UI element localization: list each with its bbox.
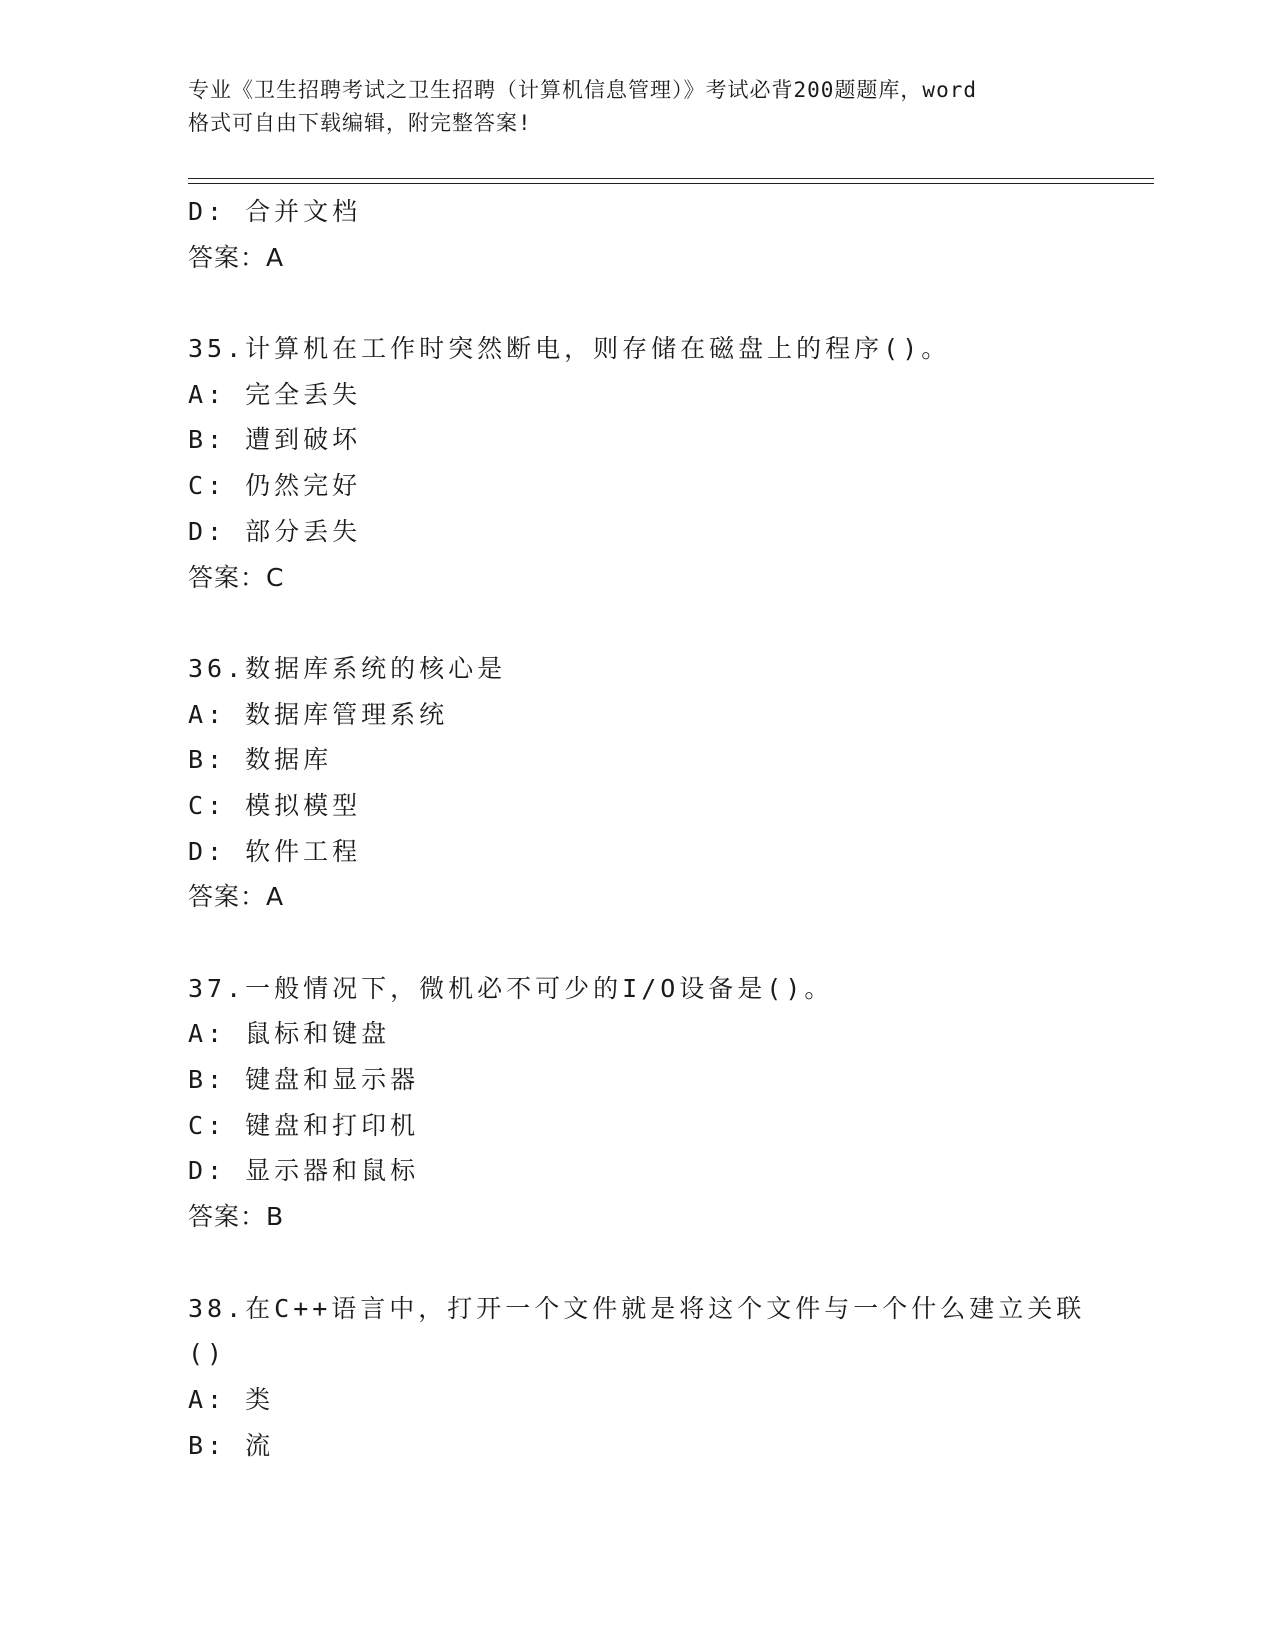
option-c: C: 键盘和打印机: [188, 1110, 420, 1140]
question-36: [188, 646, 1148, 920]
option-d: D: 合并文档: [188, 197, 362, 226]
question-text-line-1: 38.在C++语言中，打开一个文件就是将这个文件与一个什么建立关联: [188, 1293, 1086, 1323]
answer: 答案：A: [188, 882, 285, 912]
question-text-line-2: (): [188, 1339, 227, 1369]
previous-question-tail: [188, 189, 1148, 280]
option-a: A: 类: [188, 1384, 275, 1414]
option-c: C: 仍然完好: [188, 471, 362, 501]
answer: 答案：B: [188, 1202, 285, 1232]
option-b: B: 数据库: [188, 745, 333, 775]
option-b: B: 键盘和显示器: [188, 1065, 420, 1095]
question-37: [188, 966, 1148, 1240]
option-a: A: 数据库管理系统: [188, 699, 449, 729]
option-b: B: 遭到破坏: [188, 425, 362, 455]
header-rule-bottom: [188, 183, 1154, 184]
option-d: D: 部分丢失: [188, 516, 362, 546]
option-a: A: 鼠标和键盘: [188, 1019, 391, 1049]
question-text: 36.数据库系统的核心是: [188, 653, 507, 683]
header-line-2: 格式可自由下载编辑，附完整答案!: [188, 111, 532, 135]
header-rule-top: [188, 178, 1154, 179]
question-text: 35.计算机在工作时突然断电，则存储在磁盘上的程序()。: [188, 334, 951, 364]
option-c: C: 模拟模型: [188, 790, 362, 820]
question-35: [188, 326, 1148, 600]
question-list: [188, 189, 1148, 1468]
option-d: D: 软件工程: [188, 836, 362, 866]
header-line-1: 专业《卫生招聘考试之卫生招聘（计算机信息管理）》考试必背200题题库，word: [188, 78, 977, 102]
answer: 答案：A: [188, 242, 285, 272]
question-text: 37.一般情况下，微机必不可少的I/O设备是()。: [188, 973, 834, 1003]
answer: 答案：C: [188, 562, 285, 592]
document-header: [188, 74, 1088, 140]
option-b: B: 流: [188, 1430, 275, 1460]
option-a: A: 完全丢失: [188, 379, 362, 409]
option-d: D: 显示器和鼠标: [188, 1156, 420, 1186]
question-38: [188, 1286, 1148, 1469]
